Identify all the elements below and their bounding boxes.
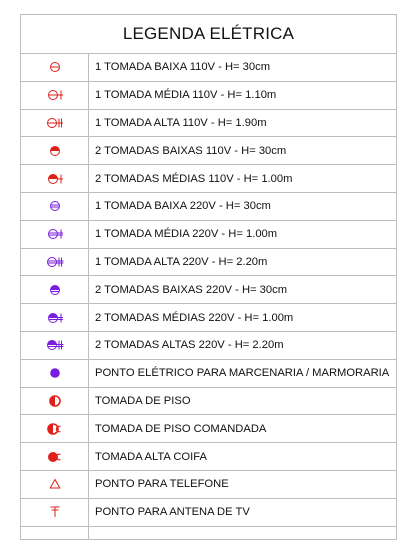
legend-label: 1 TOMADA ALTA 220V - H= 2.20m (95, 255, 268, 268)
legend-row (21, 110, 396, 138)
tv-antenna-point-icon (21, 499, 89, 526)
legend-label: 2 TOMADAS MÉDIAS 220V - H= 1.00m (95, 311, 294, 324)
legend-row (21, 360, 396, 388)
legend-row (21, 415, 396, 443)
legend-row (21, 332, 396, 360)
legend-label: TOMADA DE PISO COMANDADA (95, 422, 267, 435)
legend-row (21, 193, 396, 221)
legend-table (20, 14, 397, 540)
legend-row (21, 276, 396, 304)
legend-label: TOMADA ALTA COIFA (95, 450, 207, 463)
outlet-high-220v-icon (21, 249, 89, 276)
legend-row (21, 165, 396, 193)
double-outlet-high-220v-icon (21, 332, 89, 359)
legend-label: 2 TOMADAS BAIXAS 110V - H= 30cm (95, 144, 287, 157)
legend-label: PONTO ELÉTRICO PARA MARCENARIA / MARMORARIA (95, 367, 390, 380)
legend-label: 2 TOMADAS MÉDIAS 110V - H= 1.00m (95, 172, 293, 185)
legend-row (21, 249, 396, 277)
legend-title: LEGENDA ELÉTRICA (21, 15, 396, 54)
double-outlet-medium-220v-icon (21, 304, 89, 331)
legend-label: 1 TOMADA BAIXA 220V - H= 30cm (95, 200, 271, 213)
legend-row (21, 471, 396, 499)
double-outlet-low-220v-icon (21, 276, 89, 303)
legend-label: PONTO PARA ANTENA DE TV (95, 506, 250, 519)
legend-row (21, 499, 396, 527)
double-outlet-medium-110v-icon (21, 165, 89, 192)
legend-row (21, 388, 396, 416)
legend-label: 2 TOMADAS ALTAS 220V - H= 2.20m (95, 339, 284, 352)
double-outlet-low-110v-icon (21, 137, 89, 164)
outlet-medium-110v-icon (21, 82, 89, 109)
switched-floor-outlet-icon (21, 415, 89, 442)
legend-row (21, 82, 396, 110)
hood-outlet-icon (21, 443, 89, 470)
legend-row (21, 54, 396, 82)
outlet-low-110v-icon (21, 54, 89, 81)
legend-row (21, 137, 396, 165)
telephone-point-icon (21, 471, 89, 498)
legend-row (21, 221, 396, 249)
legend-label: 1 TOMADA MÉDIA 220V - H= 1.00m (95, 228, 278, 241)
legend-label: 1 TOMADA MÉDIA 110V - H= 1.10m (95, 89, 277, 102)
legend-label: 2 TOMADAS BAIXAS 220V - H= 30cm (95, 283, 288, 296)
legend-label: 1 TOMADA ALTA 110V - H= 1.90m (95, 116, 267, 129)
legend-label: TOMADA DE PISO (95, 394, 191, 407)
legend-label: 1 TOMADA BAIXA 110V - H= 30cm (95, 61, 271, 74)
legend-row (21, 304, 396, 332)
legend-row (21, 443, 396, 471)
outlet-high-110v-icon (21, 110, 89, 137)
outlet-medium-220v-icon (21, 221, 89, 248)
floor-outlet-icon (21, 388, 89, 415)
electrical-point-dot-icon (21, 360, 89, 387)
outlet-low-220v-icon (21, 193, 89, 220)
legend-label: PONTO PARA TELEFONE (95, 478, 229, 491)
